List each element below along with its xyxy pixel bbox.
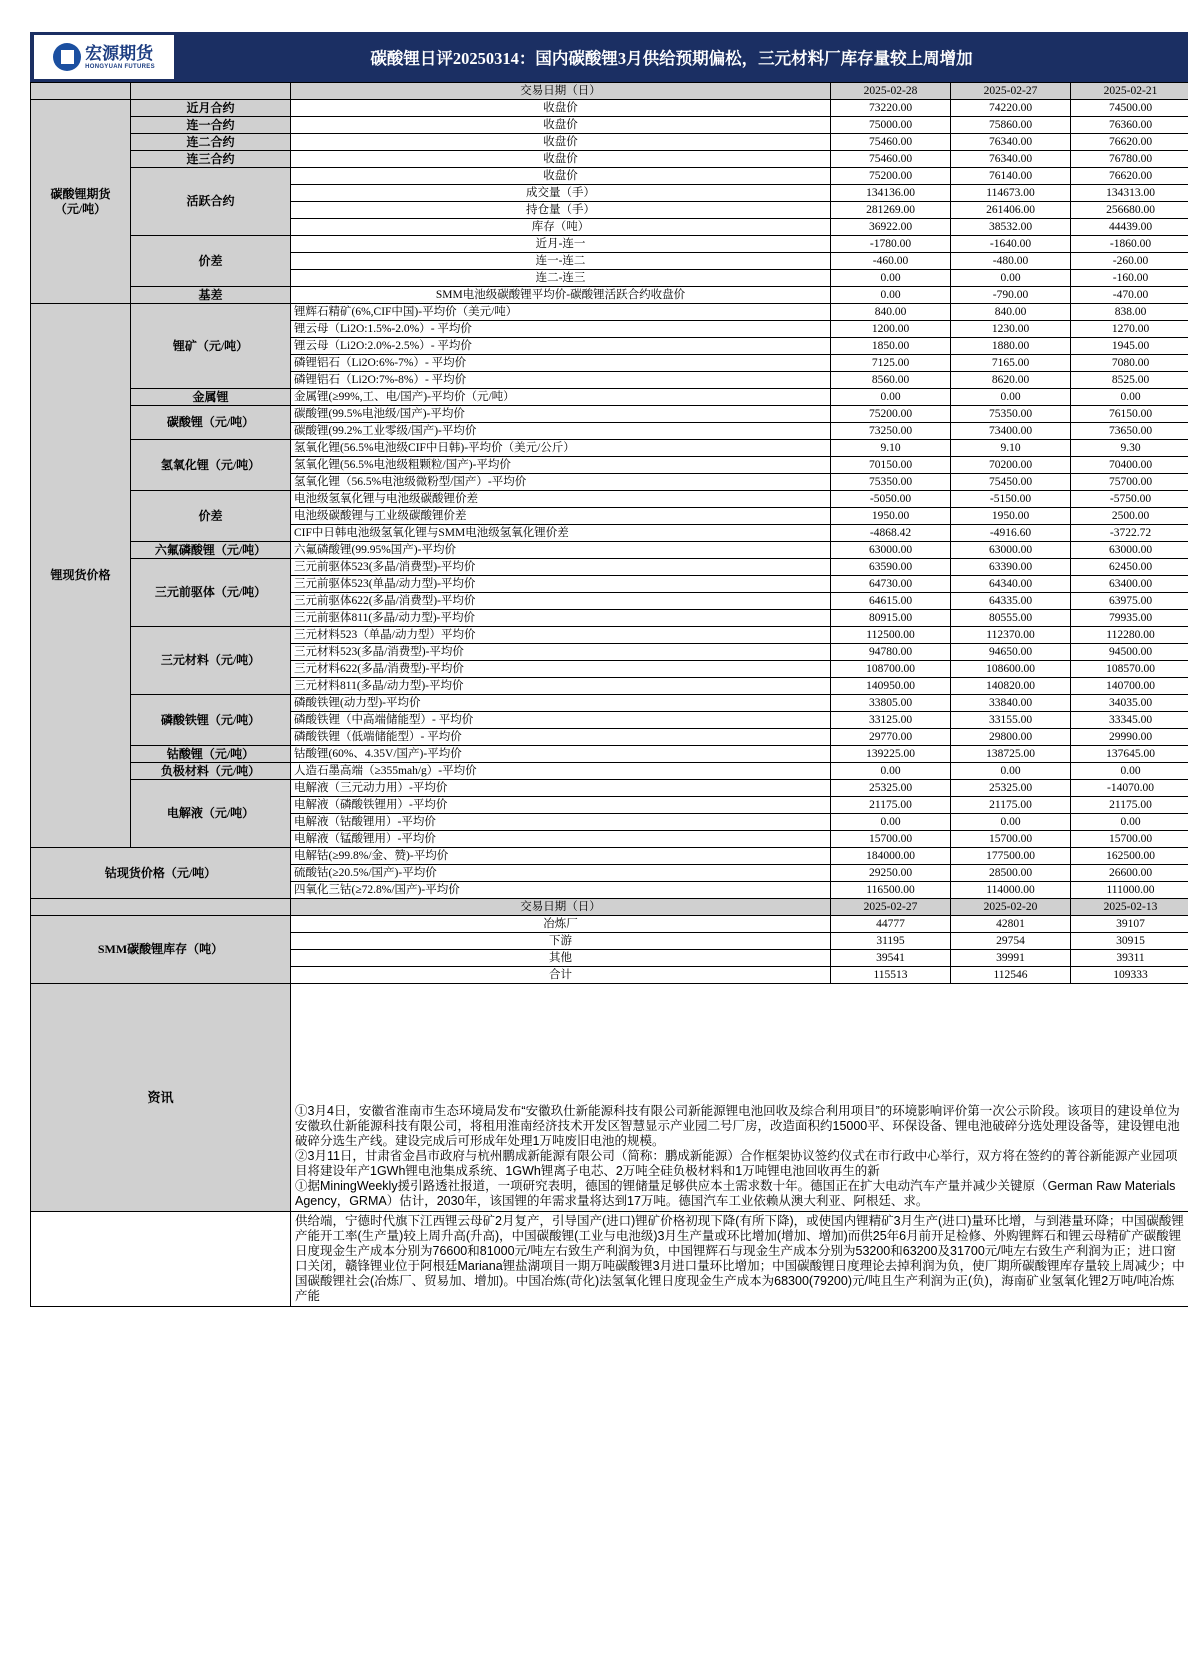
cell-value: 281269.00 (831, 202, 951, 219)
cell-value: 34035.00 (1071, 695, 1188, 712)
item-label: 连一-连二 (291, 253, 831, 270)
cell-value: 39311 (1071, 950, 1188, 967)
corner-cell-1 (31, 83, 131, 100)
cell-value: 75200.00 (831, 168, 951, 185)
report-header (30, 32, 1188, 82)
cell-value: 33345.00 (1071, 712, 1188, 729)
table-row (31, 746, 1188, 763)
item-label: 四氧化三钴(≥72.8%/国产)-平均价 (291, 882, 831, 899)
cell-value: 840.00 (951, 304, 1071, 321)
cell-value: 109333 (1071, 967, 1188, 984)
cell-value: 26600.00 (1071, 865, 1188, 882)
cell-value: 108570.00 (1071, 661, 1188, 678)
cell-value: 0.00 (831, 389, 951, 406)
cell-value: 184000.00 (831, 848, 951, 865)
cell-value: 31195 (831, 933, 951, 950)
cell-value: -1860.00 (1071, 236, 1188, 253)
cell-value: 8525.00 (1071, 372, 1188, 389)
cell-value: 0.00 (951, 814, 1071, 831)
cell-value: -160.00 (1071, 270, 1188, 287)
cell-value: 0.00 (831, 287, 951, 304)
item-label: 六氟磷酸锂(99.95%国产)-平均价 (291, 542, 831, 559)
table-row (31, 117, 1188, 134)
cell-value: 21175.00 (951, 797, 1071, 814)
cell-value: 8560.00 (831, 372, 951, 389)
item-label: 磷酸铁锂（低端储能型）- 平均价 (291, 729, 831, 746)
cell-value: -470.00 (1071, 287, 1188, 304)
cell-value: 112370.00 (951, 627, 1071, 644)
cell-value: 7165.00 (951, 355, 1071, 372)
news-content (291, 984, 1188, 1212)
news-item: ②3月11日，甘肃省金昌市政府与杭州鹏成新能源有限公司（简称：鹏成新能源）合作框架协议签约仪式在市行政中心举行，双方将在签约的菁谷新能源产业园项目将建设年产1GWh锂电池集成系统、1GWh锂离子电芯、2万吨全硅负极材料和1万吨锂电池回收再生的新 (295, 1149, 1178, 1178)
sub-lithium-ore: 锂矿（元/吨） (131, 304, 291, 389)
supply-content: 供给端，宁德时代旗下江西锂云母矿2月复产，引导国产(进口)锂矿价格初现下降(有所下降)，或使国内锂精矿3月生产(进口)量环比增，与到港量环降；中国碳酸锂产能开工率(生产量)较上周升高(升高)，中国碳酸锂(工业与电池级)3月生产量或环比增加(增加、增加)而供25年6月前开足检修、外购锂辉石和锂云母精矿产碳酸锂日度现金生产成本分别为76600和81000元/吨左右致生产利润为负，中国锂辉石与现金生产成本分别为53200和63200及31700元/吨左右致生产利润为正；进口窗口关闭，赣锋锂业位于阿根廷Mariana锂盐湖项目一期万吨碳酸锂3月进口量环比增加；中国碳酸锂日度理论去掉利润为负，使厂期所碳酸锂库存量较上周减少；中国碳酸锂社会(冶炼厂、贸易加、增加)。中国冶炼(苛化)法氢氧化锂日度现金生产成本为68300(79200)元/吨且生产利润为正(负)，海南矿业氢氧化锂2万吨/吨冶炼产能 (291, 1212, 1188, 1307)
item-label: 冶炼厂 (291, 916, 831, 933)
cell-value: 73400.00 (951, 423, 1071, 440)
cell-value: -5050.00 (831, 491, 951, 508)
item-label: 磷酸铁锂（中高端储能型）- 平均价 (291, 712, 831, 729)
table-row (31, 304, 1188, 321)
cell-value: 74500.00 (1071, 100, 1188, 117)
cell-value: 30915 (1071, 933, 1188, 950)
group-futures-line1: 碳酸锂期货 (50, 186, 111, 201)
cell-value: 76780.00 (1071, 151, 1188, 168)
cell-value: -480.00 (951, 253, 1071, 270)
item-label: 磷锂铝石（Li2O:6%-7%）- 平均价 (291, 355, 831, 372)
cell-value: 64730.00 (831, 576, 951, 593)
cell-value: 111000.00 (1071, 882, 1188, 899)
item-label: 碳酸锂(99.2%工业零级/国产)-平均价 (291, 423, 831, 440)
cell-value: 63975.00 (1071, 593, 1188, 610)
cell-value: 0.00 (1071, 814, 1188, 831)
item-label: 氢氧化锂(56.5%电池级粗颗粒/国产)-平均价 (291, 457, 831, 474)
cell-value: 116500.00 (831, 882, 951, 899)
cell-value: 0.00 (831, 763, 951, 780)
item-label: 收盘价 (291, 168, 831, 185)
item-label: 三元材料622(多晶/消费型)-平均价 (291, 661, 831, 678)
item-label: 硫酸钴(≥20.5%/国产)-平均价 (291, 865, 831, 882)
sub-near-month: 近月合约 (131, 100, 291, 117)
report-sheet (30, 32, 1188, 1307)
cell-value: 1850.00 (831, 338, 951, 355)
cell-value: 75460.00 (831, 151, 951, 168)
corner-cell-2 (131, 83, 291, 100)
cell-value: 15700.00 (831, 831, 951, 848)
cell-value: 140950.00 (831, 678, 951, 695)
cell-value: 162500.00 (1071, 848, 1188, 865)
item-label: 合计 (291, 967, 831, 984)
cell-value: 0.00 (831, 270, 951, 287)
cell-value: 63000.00 (831, 542, 951, 559)
table-row (31, 627, 1188, 644)
cell-value: 64335.00 (951, 593, 1071, 610)
cell-value: 1880.00 (951, 338, 1071, 355)
cell-value: 25325.00 (831, 780, 951, 797)
item-label: 三元材料523（单晶/动力型）平均价 (291, 627, 831, 644)
cell-value: 0.00 (1071, 389, 1188, 406)
table-row (31, 780, 1188, 797)
trade-date-label: 交易日期（日） (291, 83, 831, 100)
cell-value: 75860.00 (951, 117, 1071, 134)
item-label: 电池级碳酸锂与工业级碳酸锂价差 (291, 508, 831, 525)
cell-value: 63000.00 (951, 542, 1071, 559)
cell-value: 114673.00 (951, 185, 1071, 202)
group-cobalt-spot: 钴现货价格（元/吨） (31, 848, 291, 899)
item-label: 金属锂(≥99%,工、电/国产)-平均价（元/吨） (291, 389, 831, 406)
item-label: 持仓量（手） (291, 202, 831, 219)
item-label: 收盘价 (291, 117, 831, 134)
cell-value: 0.00 (1071, 763, 1188, 780)
table-row (31, 440, 1188, 457)
cell-value: 64340.00 (951, 576, 1071, 593)
date-col-2: 2025-02-27 (951, 83, 1071, 100)
cell-value: 261406.00 (951, 202, 1071, 219)
cell-value: 137645.00 (1071, 746, 1188, 763)
table-row (31, 848, 1188, 865)
group-lithium-spot: 锂现货价格 (31, 304, 131, 848)
cell-value: 112500.00 (831, 627, 951, 644)
item-label: 氢氧化锂(56.5%电池级CIF中日韩)-平均价（美元/公斤） (291, 440, 831, 457)
cell-value: -5750.00 (1071, 491, 1188, 508)
cell-value: 138725.00 (951, 746, 1071, 763)
cell-value: 1200.00 (831, 321, 951, 338)
cell-value: -14070.00 (1071, 780, 1188, 797)
cell-value: 76620.00 (1071, 134, 1188, 151)
cell-value: 75350.00 (831, 474, 951, 491)
cell-value: 108700.00 (831, 661, 951, 678)
sub-active-contract: 活跃合约 (131, 168, 291, 236)
smm-header-row (31, 899, 1188, 916)
table-header-row (31, 83, 1188, 100)
item-label: CIF中日韩电池级氢氧化锂与SMM电池级氢氧化锂价差 (291, 525, 831, 542)
item-label: 收盘价 (291, 100, 831, 117)
item-label: 电解液（钴酸锂用）-平均价 (291, 814, 831, 831)
cell-value: 9.30 (1071, 440, 1188, 457)
cell-value: 63590.00 (831, 559, 951, 576)
group-futures-line2: （元/吨） (54, 201, 107, 216)
news-row (31, 984, 1188, 1212)
main-data-table (30, 82, 1188, 1307)
table-row (31, 100, 1188, 117)
cell-value: -4868.42 (831, 525, 951, 542)
item-label: 其他 (291, 950, 831, 967)
cell-value: 70200.00 (951, 457, 1071, 474)
table-row (31, 236, 1188, 253)
cell-value: 2500.00 (1071, 508, 1188, 525)
date-col-1: 2025-02-28 (831, 83, 951, 100)
cell-value: 0.00 (831, 814, 951, 831)
item-label: 人造石墨高端（≥355mah/g）-平均价 (291, 763, 831, 780)
table-row (31, 168, 1188, 185)
cell-value: -790.00 (951, 287, 1071, 304)
cell-value: 21175.00 (831, 797, 951, 814)
cell-value: 33805.00 (831, 695, 951, 712)
sub-lithium-carbonate: 碳酸锂（元/吨） (131, 406, 291, 440)
cell-value: 21175.00 (1071, 797, 1188, 814)
cell-value: 75350.00 (951, 406, 1071, 423)
table-row (31, 695, 1188, 712)
cell-value: -1640.00 (951, 236, 1071, 253)
sub-cont2: 连二合约 (131, 134, 291, 151)
table-row (31, 151, 1188, 168)
cell-value: 7080.00 (1071, 355, 1188, 372)
item-label: 磷锂铝石（Li2O:7%-8%）- 平均价 (291, 372, 831, 389)
cell-value: 70400.00 (1071, 457, 1188, 474)
item-label: 电解钴(≥99.8%/金、赞)-平均价 (291, 848, 831, 865)
table-row (31, 763, 1188, 780)
cell-value: 76140.00 (951, 168, 1071, 185)
news-label: 资讯 (31, 984, 291, 1212)
cell-value: 44439.00 (1071, 219, 1188, 236)
cell-value: 8620.00 (951, 372, 1071, 389)
cell-value: 29770.00 (831, 729, 951, 746)
item-label: 三元材料523(多晶/消费型)-平均价 (291, 644, 831, 661)
cell-value: 140820.00 (951, 678, 1071, 695)
logo-english-name: HONGYUAN FUTURES (85, 63, 155, 70)
cell-value: -5150.00 (951, 491, 1071, 508)
cell-value: 39541 (831, 950, 951, 967)
cell-value: 7125.00 (831, 355, 951, 372)
smm-trade-date-label: 交易日期（日） (291, 899, 831, 916)
cell-value: 42801 (951, 916, 1071, 933)
cell-value: 29800.00 (951, 729, 1071, 746)
item-label: 三元前驱体523(多晶/消费型)-平均价 (291, 559, 831, 576)
company-logo (34, 35, 174, 79)
cell-value: 9.10 (831, 440, 951, 457)
cell-value: 29754 (951, 933, 1071, 950)
cell-value: 25325.00 (951, 780, 1071, 797)
cell-value: 73250.00 (831, 423, 951, 440)
sub-lfp: 磷酸铁锂（元/吨） (131, 695, 291, 746)
item-label: 收盘价 (291, 151, 831, 168)
item-label: 碳酸锂(99.5%电池级/国产)-平均价 (291, 406, 831, 423)
item-label: 三元前驱体622(多晶/消费型)-平均价 (291, 593, 831, 610)
sub-lithium-hydroxide: 氢氧化锂（元/吨） (131, 440, 291, 491)
cell-value: -4916.60 (951, 525, 1071, 542)
item-label: 三元前驱体523(单晶/动力型)-平均价 (291, 576, 831, 593)
cell-value: 94650.00 (951, 644, 1071, 661)
cell-value: 75460.00 (831, 134, 951, 151)
item-label: 近月-连一 (291, 236, 831, 253)
smm-date-col-3: 2025-02-13 (1071, 899, 1188, 916)
cell-value: 114000.00 (951, 882, 1071, 899)
cell-value: 840.00 (831, 304, 951, 321)
logo-mark-icon (53, 43, 81, 71)
logo-chinese-name: 宏源期货 (85, 43, 154, 63)
table-row (31, 134, 1188, 151)
cell-value: 94500.00 (1071, 644, 1188, 661)
cell-value: 75200.00 (831, 406, 951, 423)
cell-value: 112546 (951, 967, 1071, 984)
sub-basis: 基差 (131, 287, 291, 304)
sub-metal-lithium: 金属锂 (131, 389, 291, 406)
cell-value: 33125.00 (831, 712, 951, 729)
item-label: 锂云母（Li2O:1.5%-2.0%）- 平均价 (291, 321, 831, 338)
smm-corner-cell (31, 899, 291, 916)
cell-value: 79935.00 (1071, 610, 1188, 627)
cell-value: 80555.00 (951, 610, 1071, 627)
cell-value: 38532.00 (951, 219, 1071, 236)
cell-value: 76620.00 (1071, 168, 1188, 185)
cell-value: 838.00 (1071, 304, 1188, 321)
report-title: 碳酸锂日评20250314：国内碳酸锂3月供给预期偏松，三元材料厂库存量较上周增加 (370, 49, 973, 68)
item-label: SMM电池级碳酸锂平均价-碳酸锂活跃合约收盘价 (291, 287, 831, 304)
table-row (31, 389, 1188, 406)
date-col-3: 2025-02-21 (1071, 83, 1188, 100)
cell-value: 108600.00 (951, 661, 1071, 678)
cell-value: 36922.00 (831, 219, 951, 236)
cell-value: -1780.00 (831, 236, 951, 253)
item-label: 收盘价 (291, 134, 831, 151)
cell-value: 0.00 (951, 270, 1071, 287)
sub-lco: 钴酸锂（元/吨） (131, 746, 291, 763)
item-label: 成交量（手） (291, 185, 831, 202)
item-label: 电解液（磷酸铁锂用）-平均价 (291, 797, 831, 814)
cell-value: 28500.00 (951, 865, 1071, 882)
cell-value: 76150.00 (1071, 406, 1188, 423)
sub-spread: 价差 (131, 236, 291, 287)
cell-value: 75450.00 (951, 474, 1071, 491)
cell-value: 29990.00 (1071, 729, 1188, 746)
sub-electrolyte: 电解液（元/吨） (131, 780, 291, 848)
table-row (31, 491, 1188, 508)
item-label: 钴酸锂(60%、4.35V/国产)-平均价 (291, 746, 831, 763)
smm-date-col-2: 2025-02-20 (951, 899, 1071, 916)
smm-date-col-1: 2025-02-27 (831, 899, 951, 916)
cell-value: 74220.00 (951, 100, 1071, 117)
sub-lipf6: 六氟磷酸锂（元/吨） (131, 542, 291, 559)
cell-value: 73650.00 (1071, 423, 1188, 440)
cell-value: 63390.00 (951, 559, 1071, 576)
table-row (31, 542, 1188, 559)
cell-value: 29250.00 (831, 865, 951, 882)
cell-value: 0.00 (951, 389, 1071, 406)
item-label: 下游 (291, 933, 831, 950)
news-item: ①3月4日，安徽省淮南市生态环境局发布“安徽玖仕新能源科技有限公司新能源锂电池回收及综合利用项目”的环境影响评价第一次公示阶段。该项目的建设单位为安徽玖仕新能源科技有限公司，将租用淮南经济技术开发区智慧显示产业园二号厂房，改造面积约15000平、环保设备、锂电池破碎分选处理设备等，建设锂电池破碎分选生产线。建设完成后可形成年处理1万吨废旧电池的规模。 (295, 1104, 1180, 1148)
cell-value: -260.00 (1071, 253, 1188, 270)
cell-value: 134136.00 (831, 185, 951, 202)
cell-value: 70150.00 (831, 457, 951, 474)
cell-value: -3722.72 (1071, 525, 1188, 542)
item-label: 磷酸铁锂(动力型)-平均价 (291, 695, 831, 712)
item-label: 电池级氢氧化锂与电池级碳酸锂价差 (291, 491, 831, 508)
cell-value: 94780.00 (831, 644, 951, 661)
cell-value: 39991 (951, 950, 1071, 967)
cell-value: 76340.00 (951, 134, 1071, 151)
item-label: 氢氧化锂（56.5%电池级微粉型/国产）-平均价 (291, 474, 831, 491)
cell-value: 0.00 (951, 763, 1071, 780)
item-label: 电解液（锰酸锂用）-平均价 (291, 831, 831, 848)
cell-value: 33155.00 (951, 712, 1071, 729)
item-label: 库存（吨） (291, 219, 831, 236)
item-label: 三元前驱体811(多晶/动力型)-平均价 (291, 610, 831, 627)
cell-value: 139225.00 (831, 746, 951, 763)
cell-value: 63400.00 (1071, 576, 1188, 593)
cell-value: 1270.00 (1071, 321, 1188, 338)
group-smm-inventory: SMM碳酸锂库存（吨） (31, 916, 291, 984)
item-label: 电解液（三元动力用）-平均价 (291, 780, 831, 797)
cell-value: 33840.00 (951, 695, 1071, 712)
supply-row (31, 1212, 1188, 1307)
cell-value: 63000.00 (1071, 542, 1188, 559)
cell-value: 1230.00 (951, 321, 1071, 338)
cell-value: 75700.00 (1071, 474, 1188, 491)
cell-value: 15700.00 (951, 831, 1071, 848)
sub-ternary-precursor: 三元前驱体（元/吨） (131, 559, 291, 627)
item-label: 锂辉石精矿(6%,CIF中国)-平均价（美元/吨） (291, 304, 831, 321)
table-row (31, 559, 1188, 576)
cell-value: 76340.00 (951, 151, 1071, 168)
supply-label-cell (31, 1212, 291, 1307)
cell-value: 39107 (1071, 916, 1188, 933)
item-label: 锂云母（Li2O:2.0%-2.5%）- 平均价 (291, 338, 831, 355)
cell-value: 112280.00 (1071, 627, 1188, 644)
main-table-body (31, 83, 1188, 1307)
cell-value: 9.10 (951, 440, 1071, 457)
sub-anode: 负极材料（元/吨） (131, 763, 291, 780)
sub-spread-spot: 价差 (131, 491, 291, 542)
cell-value: 76360.00 (1071, 117, 1188, 134)
cell-value: 115513 (831, 967, 951, 984)
cell-value: -460.00 (831, 253, 951, 270)
cell-value: 15700.00 (1071, 831, 1188, 848)
news-item: ①据MiningWeekly援引路透社报道，一项研究表明，德国的锂储量足够供应本土需求数十年。德国正在扩大电动汽车产量并减少关键原（German Raw Materials Agency，GRMA）估计，2030年，该国锂的年需求量将达到17万吨。德国汽车工业依赖从澳大利亚、阿根廷、求。 (295, 1179, 1176, 1208)
item-label: 连二-连三 (291, 270, 831, 287)
sub-cont3: 连三合约 (131, 151, 291, 168)
table-row (31, 406, 1188, 423)
cell-value: 73220.00 (831, 100, 951, 117)
cell-value: 134313.00 (1071, 185, 1188, 202)
table-row (31, 916, 1188, 933)
table-row (31, 287, 1188, 304)
news-top-spacer (295, 986, 1186, 1104)
cell-value: 75000.00 (831, 117, 951, 134)
cell-value: 62450.00 (1071, 559, 1188, 576)
cell-value: 177500.00 (951, 848, 1071, 865)
cell-value: 80915.00 (831, 610, 951, 627)
sub-cont1: 连一合约 (131, 117, 291, 134)
item-label: 三元材料811(多晶/动力型)-平均价 (291, 678, 831, 695)
sub-ternary-material: 三元材料（元/吨） (131, 627, 291, 695)
cell-value: 1950.00 (831, 508, 951, 525)
cell-value: 140700.00 (1071, 678, 1188, 695)
group-futures (31, 100, 131, 304)
cell-value: 44777 (831, 916, 951, 933)
cell-value: 1950.00 (951, 508, 1071, 525)
cell-value: 64615.00 (831, 593, 951, 610)
cell-value: 256680.00 (1071, 202, 1188, 219)
cell-value: 1945.00 (1071, 338, 1188, 355)
